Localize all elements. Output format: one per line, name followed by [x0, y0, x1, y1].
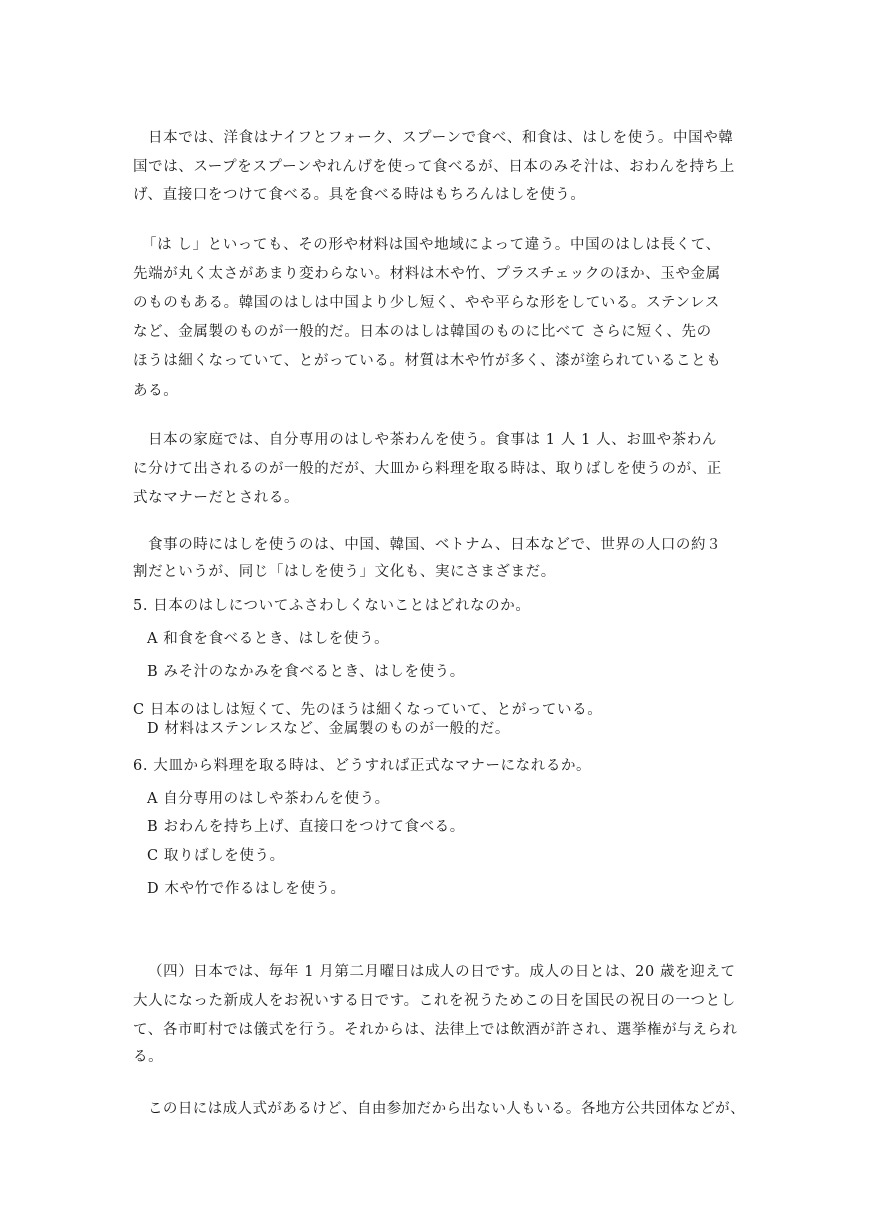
passage3-p2-line2: 先端が丸く太さがあまり変わらない。材料は木や竹、プラスチェックのほか、玉や金属	[133, 266, 721, 282]
passage3-p2-line4: など、金属製のものが一般的だ。日本のはしは韓国のものに比べて さらに短く、先の	[133, 324, 712, 340]
passage3-p1-line3: げ、直接口をつけて食べる。具を食べる時はもちろんはしを使う。	[133, 187, 586, 203]
question5-option-c: C 日本のはしは短くて、先のほうは細くなっていて、とがっている。	[133, 702, 603, 718]
passage4-p1-line4: る。	[133, 1049, 164, 1065]
passage4-p2-line1: この日には成人式があるけど、自由参加だから出ない人もいる。各地方公共団体などが、	[148, 1101, 745, 1117]
passage4-p1-line2: 大人になった新成人をお祝いする日です。これを祝うためこの日を国民の祝日の一つとし	[133, 993, 736, 1009]
question6-option-c: C 取りばしを使う。	[147, 848, 285, 864]
question6-option-d: D 木や竹で作るはしを使う。	[147, 881, 346, 897]
question5-option-d: D 材料はステンレスなど、金属製のものが一般的だ。	[147, 721, 510, 737]
passage4-p1-line3: て、各市町村では儀式を行う。それからは、法律上では飲酒が許され、選挙権が与えられ	[133, 1022, 738, 1038]
question5-option-b: B みそ汁のなかみを食べるとき、はしを使う。	[147, 664, 465, 680]
passage3-p2-line6: ある。	[133, 383, 179, 399]
question6-stem: 6. 大皿から料理を取る時は、どうすれば正式なマナーになれるか。	[133, 758, 592, 774]
passage3-p4-line2: 割だというが、同じ「はしを使う」文化も、実にさまざまだ。	[133, 564, 556, 580]
passage3-p3-line1: 日本の家庭では、自分専用のはしや茶わんを使う。食事は 1 人 1 人、お皿や茶わん	[148, 432, 717, 448]
passage3-p1-line1: 日本では、洋食はナイフとフォーク、スプーンで食べ、和食は、はしを使う。中国や韓	[148, 130, 734, 146]
passage3-p3-line3: 式なマナーだとされる。	[133, 490, 300, 506]
question5-option-a: A 和食を食べるとき、はしを使う。	[147, 631, 390, 647]
passage3-p3-line2: に分けて出されるのが一般的だが、大皿から料理を取る時は、取りばしを使うのが、正	[133, 461, 722, 477]
passage3-p2-line1: 「は し」といっても、その形や材料は国や地域によって違う。中国のはしは長くて、	[142, 237, 721, 253]
passage3-p2-line5: ほうは細くなっていて、とがっている。材質は木や竹が多く、漆が塗られていることも	[133, 353, 722, 369]
question6-option-b: B おわんを持ち上げ、直接口をつけて食べる。	[147, 819, 465, 835]
passage4-p1-line1: （四）日本では、毎年 1 月第二月曜日は成人の日です。成人の日とは、20 歳を迎えて	[148, 964, 736, 980]
passage3-p4-line1: 食事の時にはしを使うのは、中国、韓国、ベトナム、日本などで、世界の人口の約３	[148, 537, 722, 553]
passage3-p1-line2: 国では、スープをスプーンやれんげを使って食べるが、日本のみそ汁は、おわんを持ち上	[133, 159, 735, 175]
question6-option-a: A 自分専用のはしや茶わんを使う。	[147, 791, 390, 807]
question5-stem: 5. 日本のはしについてふさわしくないことはどれなのか。	[133, 598, 531, 614]
passage3-p2-line3: のものもある。韓国のはしは中国より少し短く、やや平らな形をしている。ステンレス	[133, 295, 720, 311]
